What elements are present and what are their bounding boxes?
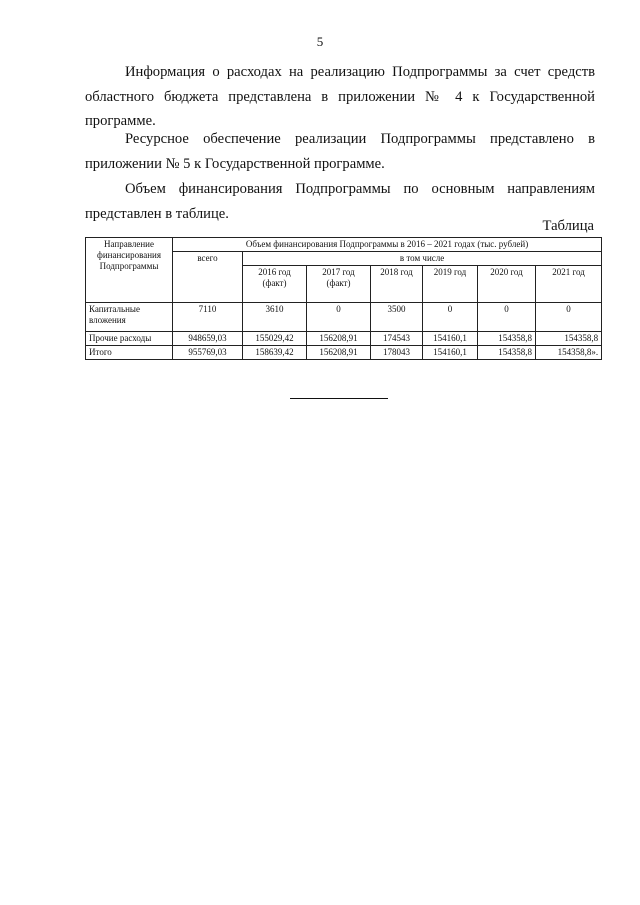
end-divider xyxy=(290,398,388,399)
row-value: 156208,91 xyxy=(307,346,371,360)
row-value: 154160,1 xyxy=(423,332,478,346)
row-value: 178043 xyxy=(371,346,423,360)
financing-table xyxy=(85,237,602,360)
row-value: 0 xyxy=(536,303,602,332)
row-value: 154358,8 xyxy=(478,346,536,360)
table-row xyxy=(86,332,602,346)
row-total: 7110 xyxy=(173,303,243,332)
paragraph-expenses: Информация о расходах на реализацию Подпрограммы за счет средств областного бюджета представлена в приложении № 4 к Государственной программе. xyxy=(85,64,595,129)
header-total: всего xyxy=(173,252,243,303)
row-value: 3610 xyxy=(243,303,307,332)
row-value: 0 xyxy=(307,303,371,332)
row-value: 154358,8 xyxy=(536,332,602,346)
year-header: 2019 год xyxy=(423,266,478,303)
paragraph-resources: Ресурсное обеспечение реализации Подпрограммы представлено в приложении № 5 к Государственной программе. xyxy=(85,131,595,172)
row-label: Итого xyxy=(86,346,173,360)
header-row-1 xyxy=(86,238,602,252)
row-value: 154358,8». xyxy=(536,346,602,360)
row-label: Прочие расходы xyxy=(86,332,173,346)
row-value: 156208,91 xyxy=(307,332,371,346)
row-value: 0 xyxy=(423,303,478,332)
row-value: 3500 xyxy=(371,303,423,332)
row-value: 0 xyxy=(478,303,536,332)
year-header: 2021 год xyxy=(536,266,602,303)
paragraph-volume: Объем финансирования Подпрограммы по основным направлениям представлен в таблице. xyxy=(85,181,595,222)
row-value: 158639,42 xyxy=(243,346,307,360)
year-header: 2017 год (факт) xyxy=(307,266,371,303)
row-value: 174543 xyxy=(371,332,423,346)
row-total: 955769,03 xyxy=(173,346,243,360)
year-header: 2018 год xyxy=(371,266,423,303)
table-row xyxy=(86,346,602,360)
header-including: в том числе xyxy=(243,252,602,266)
year-header: 2020 год xyxy=(478,266,536,303)
row-value: 154358,8 xyxy=(478,332,536,346)
row-total: 948659,03 xyxy=(173,332,243,346)
header-direction: Направление финансирования Подпрограммы xyxy=(86,238,173,303)
header-volume: Объем финансирования Подпрограммы в 2016 – 2021 годах (тыс. рублей) xyxy=(173,238,602,252)
table-row xyxy=(86,303,602,332)
table-caption: Таблица xyxy=(542,218,594,234)
row-value: 155029,42 xyxy=(243,332,307,346)
page-number: 5 xyxy=(316,34,324,49)
row-label: Капитальные вложения xyxy=(86,303,173,332)
row-value: 154160,1 xyxy=(423,346,478,360)
year-header: 2016 год (факт) xyxy=(243,266,307,303)
